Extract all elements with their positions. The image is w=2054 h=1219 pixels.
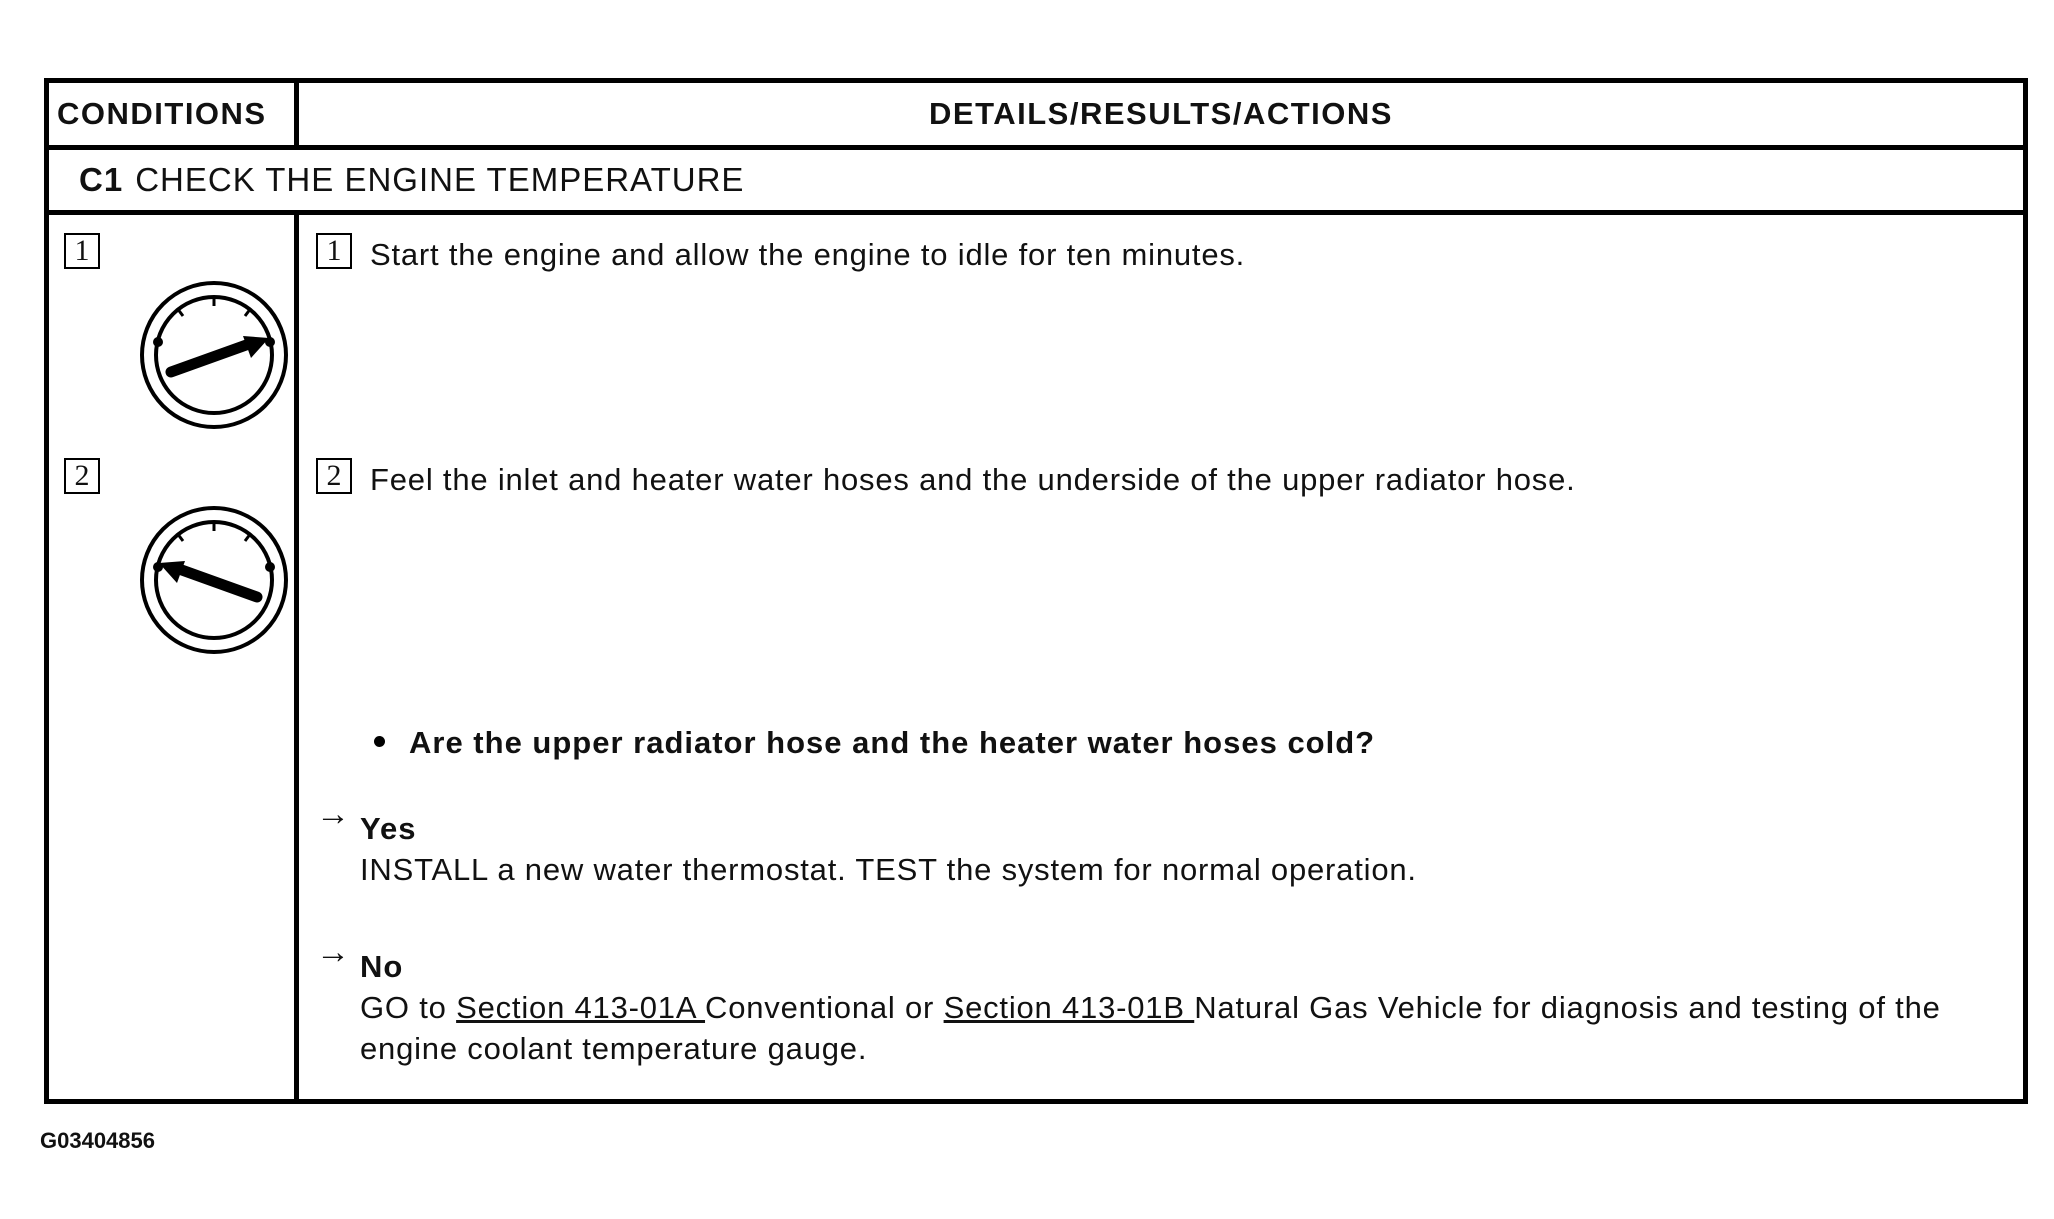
yes-action-text: INSTALL a new water thermostat. TEST the system for normal operation. <box>360 852 1417 887</box>
no-text-middle: Conventional or <box>705 990 944 1025</box>
yes-label: Yes <box>360 811 417 846</box>
details-header: DETAILS/RESULTS/ACTIONS <box>929 96 1393 131</box>
detail-step-1-text: Start the engine and allow the engine to idle for ten minutes. <box>370 237 1246 272</box>
section-413-01b-link[interactable]: Section 413-01B <box>943 990 1195 1025</box>
question-text: Are the upper radiator hose and the heater water hoses cold? <box>409 725 1376 760</box>
bullet-dot <box>374 736 385 747</box>
no-text-after: Natural Gas Vehicle for diagnosis and testing of the engine coolant temperature gauge. <box>360 990 1941 1066</box>
step-title-row <box>49 150 2023 215</box>
temperature-gauge-hot-icon <box>139 280 289 430</box>
no-text-before: GO to <box>360 990 457 1025</box>
yes-arrow-icon: → <box>316 795 350 833</box>
condition-number-2: 2 <box>64 458 100 494</box>
figure-id: G03404856 <box>40 1128 155 1153</box>
detail-step-2-text: Feel the inlet and heater water hoses and the underside of the upper radiator hose. <box>370 462 1576 497</box>
section-413-01a-link[interactable]: Section 413-01A <box>456 990 706 1025</box>
conditions-header: CONDITIONS <box>49 83 299 145</box>
table-header-row <box>49 83 2023 150</box>
step-title: CHECK THE ENGINE TEMPERATURE <box>135 161 745 198</box>
step-id: C1 <box>79 161 124 198</box>
detail-number-1: 1 <box>316 233 352 269</box>
conditions-column <box>49 215 299 1099</box>
detail-number-2: 2 <box>316 458 352 494</box>
diagnostic-table <box>44 78 2028 1104</box>
temperature-gauge-cold-icon <box>139 505 289 655</box>
details-column <box>304 215 2023 1099</box>
no-label: No <box>360 949 404 984</box>
condition-number-1: 1 <box>64 233 100 269</box>
question-bullet <box>374 725 1375 761</box>
no-action-text <box>360 987 1980 1069</box>
no-arrow-icon: → <box>316 933 350 971</box>
